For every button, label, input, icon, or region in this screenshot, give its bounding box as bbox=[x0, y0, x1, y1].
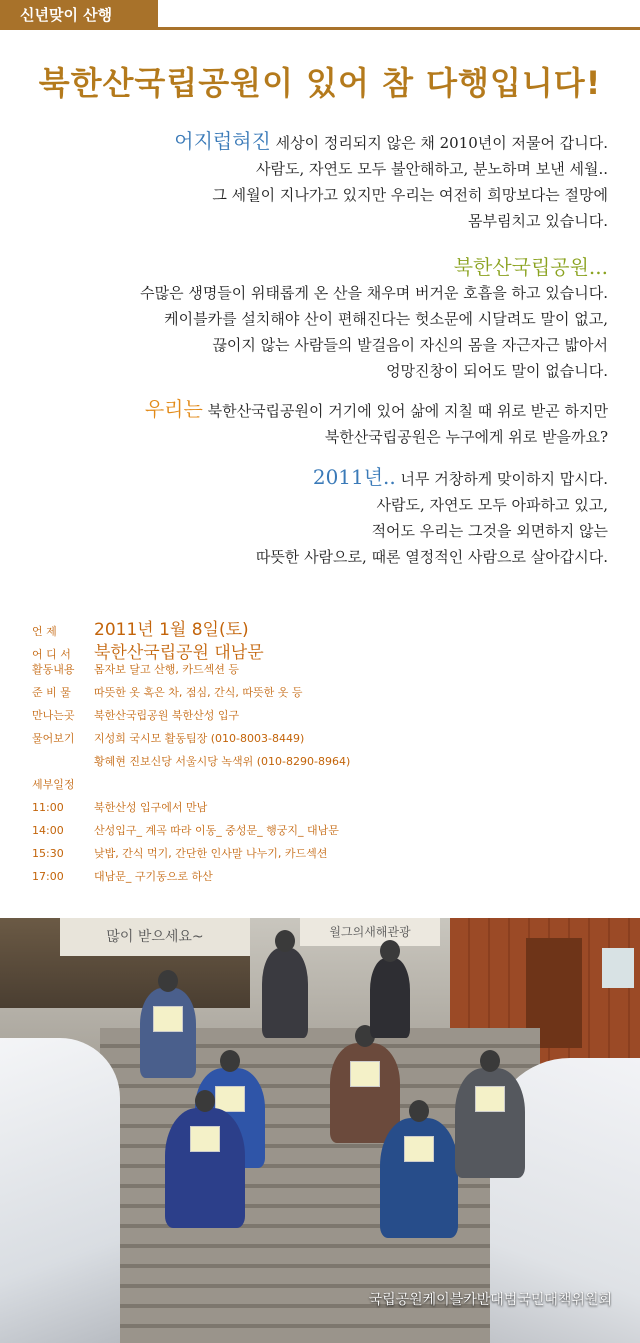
info-prep-value: 따뜻한 옷 혹은 차, 점심, 간식, 따뜻한 옷 등 bbox=[94, 686, 303, 699]
info-prep bbox=[32, 684, 612, 707]
paragraph-4-line-2: 사람도, 자연도 모두 아파하고 있고, bbox=[376, 496, 608, 514]
paragraph-4-line-4: 따뜻한 사람으로, 때론 열정적인 사람으로 살아갑시다. bbox=[255, 548, 608, 566]
hiker-figure bbox=[262, 948, 308, 1038]
photo-sign-right: 월그의새해관광 bbox=[300, 918, 440, 946]
info-activity-label: 활동내용 bbox=[32, 663, 75, 676]
schedule-item bbox=[32, 822, 612, 845]
info-prep-label: 준 비 물 bbox=[32, 686, 71, 699]
hiker-figure bbox=[165, 1108, 245, 1228]
schedule-desc: 대남문_ 구기동으로 하산 bbox=[94, 870, 213, 883]
info-date bbox=[32, 615, 612, 638]
paragraph-1-line-3: 그 세월이 지나가고 있지만 우리는 여전히 희망보다는 절망에 bbox=[212, 186, 608, 204]
info-place-label: 어 디 서 bbox=[32, 648, 71, 661]
photo-cabin-window bbox=[602, 948, 634, 988]
paragraph-4 bbox=[256, 464, 608, 570]
schedule-item bbox=[32, 868, 612, 891]
info-activity-value: 몸자보 달고 산행, 카드섹션 등 bbox=[94, 663, 239, 676]
hiker-head bbox=[480, 1050, 500, 1072]
page-title: 북한산국립공원이 있어 참 다행입니다! bbox=[38, 64, 602, 102]
info-meet bbox=[32, 707, 612, 730]
hiker-sign bbox=[153, 1006, 183, 1032]
paragraph-4-first-rest: 너무 거창하게 맞이하지 맙시다. bbox=[395, 470, 608, 488]
hikers-photo bbox=[0, 918, 640, 1343]
info-meet-label: 만나는곳 bbox=[32, 709, 75, 722]
info-contact-2 bbox=[32, 753, 612, 776]
hiker-head bbox=[380, 940, 400, 962]
info-contact-value-2: 황혜현 진보신당 서울시당 녹색위 (010-8290-8964) bbox=[94, 755, 351, 768]
info-date-label: 언 제 bbox=[32, 625, 57, 638]
schedule-desc: 북한산성 입구에서 만남 bbox=[94, 801, 208, 814]
hiker-sign bbox=[190, 1126, 220, 1152]
paragraph-3-lead: 우리는 bbox=[144, 397, 203, 421]
photo-caption: 국립공원케이블카반대범국민대책위원회 bbox=[368, 1292, 612, 1308]
hiker-head bbox=[220, 1050, 240, 1072]
info-activity bbox=[32, 661, 612, 684]
paragraph-1 bbox=[174, 128, 608, 234]
hiker-sign bbox=[475, 1086, 505, 1112]
paragraph-4-line-1 bbox=[256, 464, 608, 492]
paragraph-1-line-1 bbox=[174, 128, 608, 156]
paragraph-3 bbox=[145, 396, 608, 450]
info-contact bbox=[32, 730, 612, 753]
hiker-head bbox=[409, 1100, 429, 1122]
hiker-figure bbox=[330, 1043, 400, 1143]
schedule-time: 17:00 bbox=[32, 870, 64, 883]
paragraph-2-line-4: 엉망진창이 되어도 말이 없습니다. bbox=[386, 362, 608, 380]
schedule-item bbox=[32, 799, 612, 822]
info-date-value: 2011년 1월 8일(토) bbox=[94, 620, 249, 640]
info-place-value: 북한산국립공원 대남문 bbox=[94, 643, 264, 663]
paragraph-1-line-4: 몸부림치고 있습니다. bbox=[468, 212, 608, 230]
paragraph-1-lead: 어지럽혀진 bbox=[174, 129, 271, 153]
schedule-item bbox=[32, 845, 612, 868]
info-contact-value-1: 지성희 국시모 활동팀장 (010-8003-8449) bbox=[94, 732, 305, 745]
hiker-figure bbox=[140, 988, 196, 1078]
paragraph-2-line-2: 케이블카를 설치해야 산이 편해진다는 헛소문에 시달려도 말이 없고, bbox=[164, 310, 608, 328]
hiker-head bbox=[158, 970, 178, 992]
paragraph-1-line-2: 사람도, 자연도 모두 불안해하고, 분노하며 보낸 세월.. bbox=[256, 160, 608, 178]
header-rule bbox=[158, 27, 640, 30]
schedule-desc: 산성입구_ 계곡 따라 이동_ 중성문_ 행궁지_ 대남문 bbox=[94, 824, 339, 837]
schedule-time: 15:30 bbox=[32, 847, 64, 860]
info-place bbox=[32, 638, 612, 661]
paragraph-1-first-rest: 세상이 정리되지 않은 채 2010년이 저물어 갑니다. bbox=[270, 134, 608, 152]
hiker-figure bbox=[455, 1068, 525, 1178]
paragraph-3-line-1 bbox=[145, 396, 608, 424]
paragraph-4-line-3: 적어도 우리는 그것을 외면하지 않는 bbox=[371, 522, 608, 540]
paragraph-3-first-rest: 북한산국립공원이 거기에 있어 삶에 지칠 때 위로 받곤 하지만 bbox=[202, 402, 608, 420]
paragraph-2-line-3: 끊이지 않는 사람들의 발걸음이 자신의 몸을 자근자근 밟아서 bbox=[212, 336, 608, 354]
schedule-time: 14:00 bbox=[32, 824, 64, 837]
info-schedule-label: 세부일정 bbox=[32, 778, 75, 791]
info-schedule-heading bbox=[32, 776, 612, 799]
hiker-sign bbox=[350, 1061, 380, 1087]
schedule-time: 11:00 bbox=[32, 801, 64, 814]
photo-sign-left: 많이 받으세요~ bbox=[60, 918, 250, 956]
hiker-head bbox=[275, 930, 295, 952]
info-meet-value: 북한산국립공원 북한산성 입구 bbox=[94, 709, 240, 722]
paragraph-2-lead: 북한산국립공원... bbox=[453, 255, 608, 279]
hiker-sign bbox=[404, 1136, 434, 1162]
event-info bbox=[32, 615, 612, 891]
paragraph-4-lead: 2011년.. bbox=[312, 465, 396, 489]
paragraph-3-line-2: 북한산국립공원은 누구에게 위로 받을까요? bbox=[324, 428, 608, 446]
paragraph-2 bbox=[140, 254, 608, 384]
info-contact-label: 물어보기 bbox=[32, 732, 75, 745]
hiker-figure bbox=[370, 958, 410, 1038]
hiker-figure bbox=[380, 1118, 458, 1238]
section-tag: 신년맞이 산행 bbox=[0, 0, 158, 30]
paragraph-2-line-1: 수많은 생명들이 위태롭게 온 산을 채우며 버거운 호흡을 하고 있습니다. bbox=[140, 284, 608, 302]
schedule-desc: 낮밥, 간식 먹기, 간단한 인사말 나누기, 카드섹션 bbox=[94, 847, 328, 860]
photo-snow-left bbox=[0, 1038, 120, 1343]
hiker-head bbox=[195, 1090, 215, 1112]
